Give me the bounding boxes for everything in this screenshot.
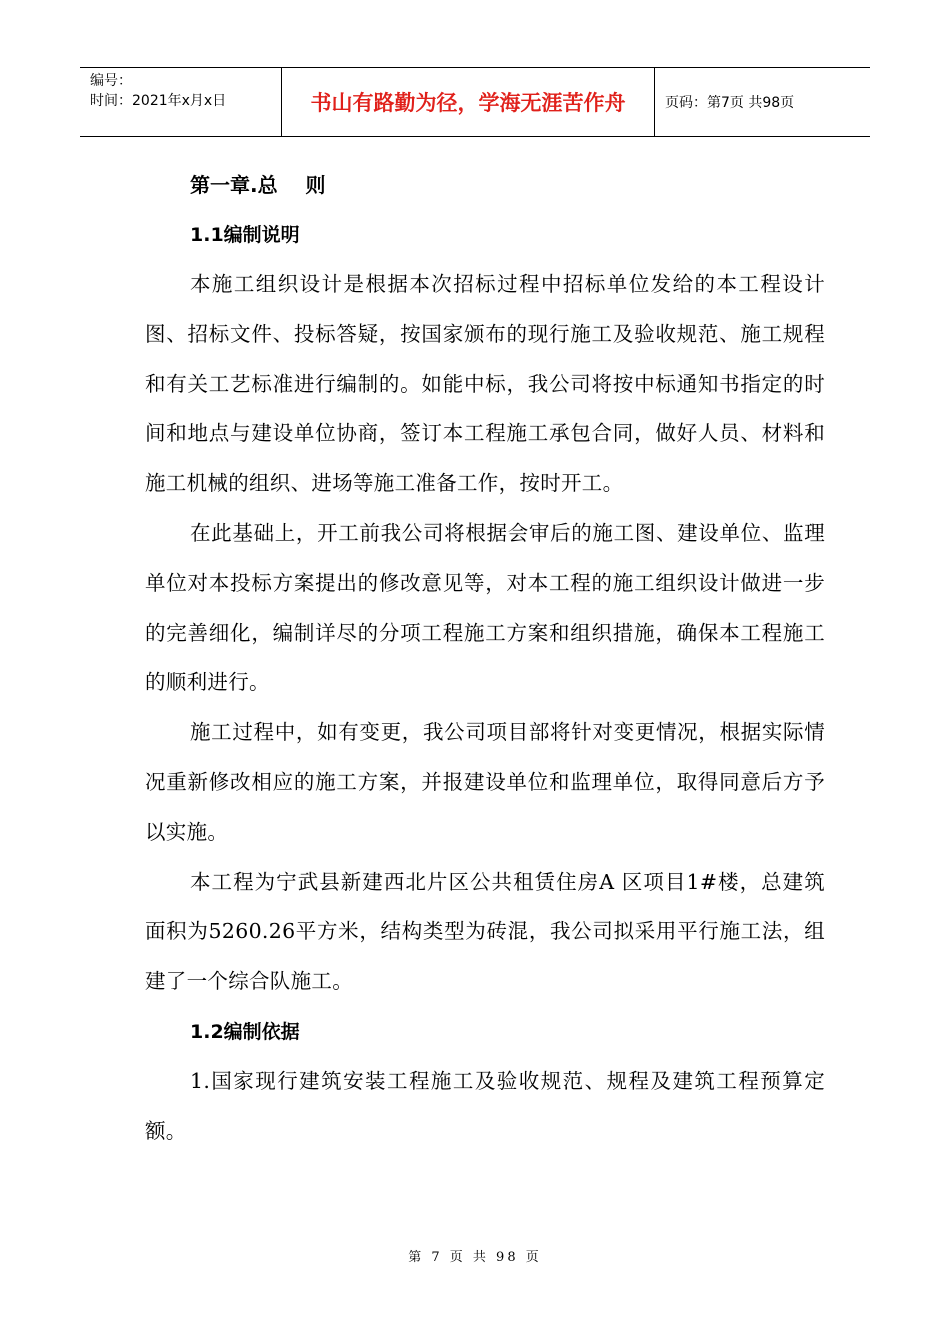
paragraph: 施工过程中，如有变更，我公司项目部将针对变更情况，根据实际情况重新修改相应的施工方案，并报建设单位和监理单位，取得同意后方予以实施。	[145, 720, 825, 844]
document-body	[145, 160, 825, 1157]
header-motto: 书山有路勤为径，学海无涯苦作舟	[282, 68, 655, 136]
page-footer: 第 7 页 共 98 页	[408, 1250, 542, 1265]
paragraph: 本工程为宁武县新建西北片区公共租赁住房A 区项目1#楼，总建筑面积为5260.26平方米，结构类型为砖混，我公司拟采用平行施工法，组建了一个综合队施工。	[145, 869, 825, 994]
page-header	[80, 67, 870, 137]
document-time: 时间：2021年x月x日	[90, 93, 227, 109]
document-number-label: 编号：	[90, 73, 132, 89]
chapter-title: 第一章.总 则	[190, 173, 326, 197]
paragraph: 在此基础上，开工前我公司将根据会审后的施工图、建设单位、监理单位对本投标方案提出的修改意见等，对本工程的施工组织设计做进一步的完善细化，编制详尽的分项工程施工方案和组织措施，确保本工程施工的顺利进行。	[145, 520, 825, 695]
paragraph: 1.国家现行建筑安装工程施工及验收规范、规程及建筑工程预算定额。	[145, 1068, 825, 1143]
header-meta	[80, 68, 282, 136]
section-heading-1-2: 1.2编制依据	[190, 1020, 300, 1043]
section-heading-1-1: 1.1编制说明	[190, 224, 300, 246]
paragraph: 本施工组织设计是根据本次招标过程中招标单位发给的本工程设计图、招标文件、投标答疑，按国家颁布的现行施工及验收规范、施工规程和有关工艺标准进行编制的。如能中标，我公司将按中标通知书指定的时间和地点与建设单位协商，签订本工程施工承包合同，做好人员、材料和施工机械的组织、进场等施工准备工作，按时开工。	[145, 272, 825, 496]
header-page-info: 页码：第7页 共98页	[665, 95, 795, 111]
